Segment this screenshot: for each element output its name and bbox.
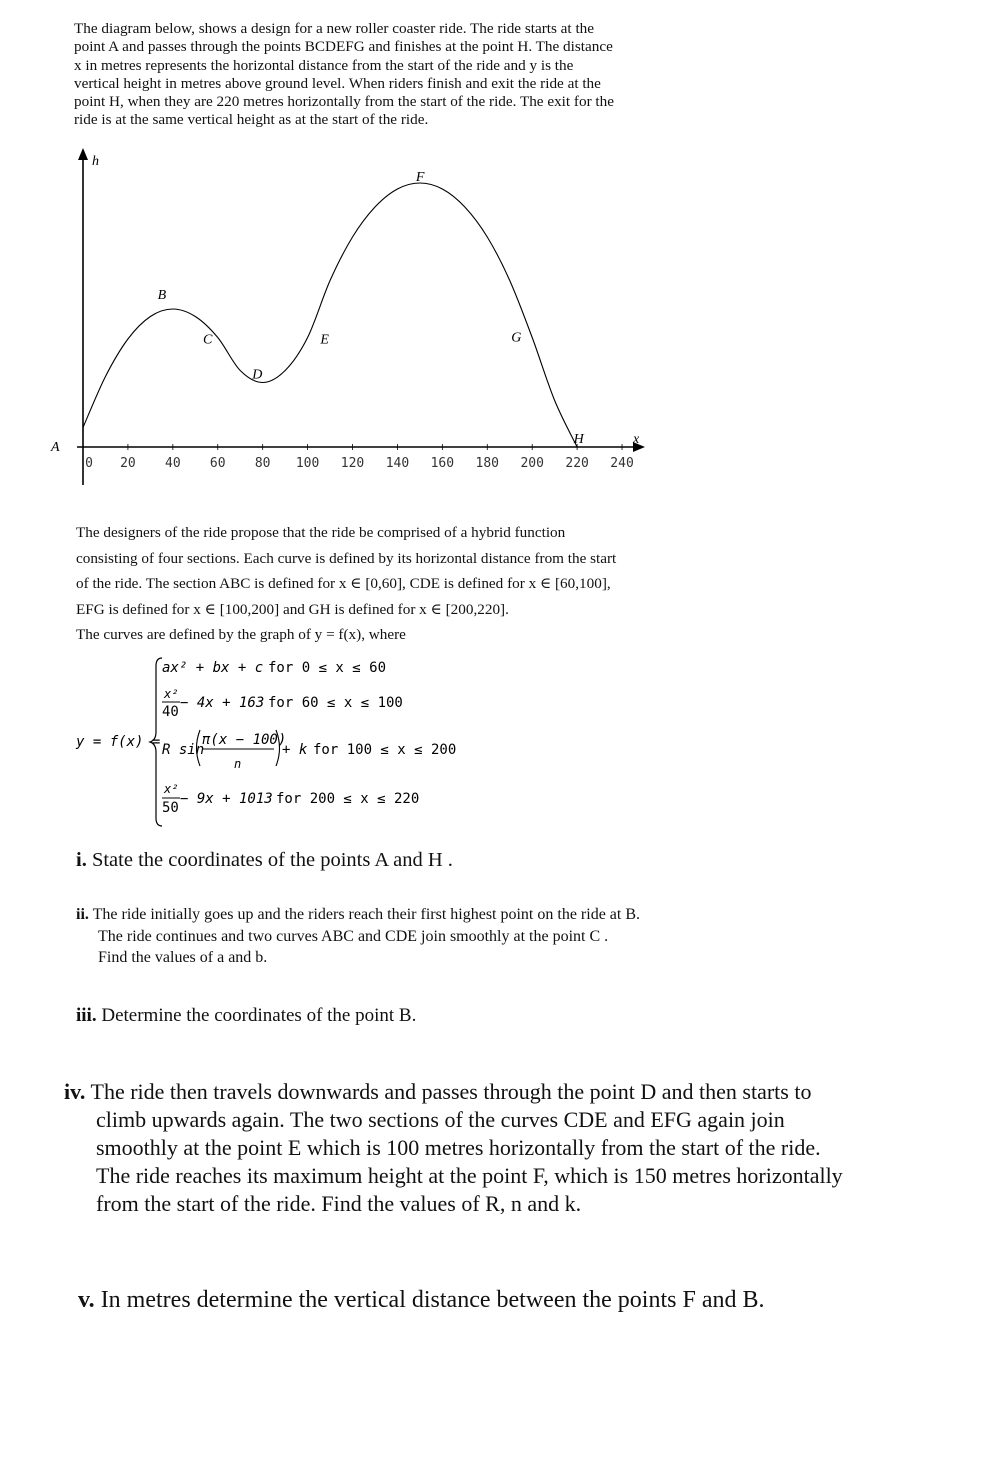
x-tick-label: 100 bbox=[295, 456, 320, 471]
piece-3-numerator: π(x − 100) bbox=[202, 732, 287, 748]
x-tick-label: 40 bbox=[165, 456, 181, 471]
intro-line: point H, when they are 220 metres horizontally from the start of the ride. The exit for the bbox=[74, 93, 614, 111]
para-line: The designers of the ride propose that the ride be comprised of a hybrid function bbox=[76, 524, 566, 541]
axes bbox=[77, 148, 645, 485]
function-lhs: y = f(x) = bbox=[76, 734, 161, 750]
question-text: from the start of the ride. Find the values of R, n and k. bbox=[96, 1191, 582, 1216]
x-tick-label: 0 bbox=[85, 456, 93, 471]
piece-1-expression: ax² + bx + c bbox=[162, 660, 264, 676]
question-number: i. bbox=[76, 849, 87, 871]
point-label-b: B bbox=[157, 288, 167, 303]
piece-2-numerator: x² bbox=[164, 687, 179, 701]
x-tick-label: 20 bbox=[120, 456, 136, 471]
piece-2-rest: − 4x + 163 bbox=[180, 695, 265, 711]
question-i bbox=[76, 850, 453, 871]
question-ii bbox=[76, 904, 776, 969]
piece-3-rest: + k bbox=[282, 742, 308, 758]
question-text: The ride continues and two curves ABC and CDE join smoothly at the point C . bbox=[98, 927, 609, 945]
point-label-g: G bbox=[511, 330, 522, 346]
question-text: climb upwards again. The two sections of the curves CDE and EFG again join bbox=[96, 1107, 785, 1132]
question-v bbox=[78, 1287, 765, 1313]
y-axis-arrow bbox=[78, 148, 88, 160]
question-text: The ride reaches its maximum height at the point F, which is 150 metres horizontally bbox=[96, 1163, 843, 1188]
piece-3-denominator: n bbox=[234, 757, 242, 771]
x-axis-label: x bbox=[633, 432, 640, 447]
ride-curve bbox=[83, 183, 577, 447]
y-axis-label: h bbox=[92, 154, 99, 169]
piece-2-condition: for 60 ≤ x ≤ 100 bbox=[268, 695, 403, 711]
piece-4-numerator: x² bbox=[164, 782, 179, 796]
question-text: The ride then travels downwards and passes through the point D and then starts to bbox=[90, 1079, 812, 1104]
x-ticks bbox=[85, 444, 634, 471]
point-label-a: A bbox=[51, 440, 60, 455]
piece-4-denominator: 50 bbox=[162, 800, 179, 816]
point-label-h: H bbox=[573, 432, 584, 447]
piece-3-condition: for 100 ≤ x ≤ 200 bbox=[313, 742, 457, 758]
x-tick-label: 60 bbox=[209, 456, 226, 471]
piece-4-rest: − 9x + 1013 bbox=[180, 791, 273, 807]
piecewise-function bbox=[76, 650, 676, 830]
question-text: The ride initially goes up and the riders reach their first highest point on the ride at B. bbox=[92, 906, 641, 923]
para-line: consisting of four sections. Each curve is defined by its horizontal distance from the start bbox=[76, 549, 617, 567]
piece-4-condition: for 200 ≤ x ≤ 220 bbox=[276, 791, 420, 807]
piece-1-condition: for 0 ≤ x ≤ 60 bbox=[268, 660, 387, 676]
question-number: ii. bbox=[76, 906, 89, 923]
point-label-f: F bbox=[415, 170, 425, 185]
question-text: Determine the coordinates of the point B. bbox=[101, 1005, 417, 1026]
question-text: Find the values of a and b. bbox=[98, 949, 268, 966]
piece-3-prefix: R sin bbox=[162, 742, 205, 758]
question-text: State the coordinates of the points A and H . bbox=[91, 849, 453, 871]
intro-line: The diagram below, shows a design for a new roller coaster ride. The ride starts at the bbox=[74, 20, 594, 37]
question-number: iii. bbox=[76, 1005, 97, 1026]
question-iv bbox=[64, 1078, 944, 1218]
question-text: In metres determine the vertical distance between the points F and B. bbox=[100, 1287, 765, 1313]
x-tick-label: 120 bbox=[340, 456, 365, 471]
question-number: iv. bbox=[64, 1079, 86, 1104]
x-tick-label: 140 bbox=[385, 456, 410, 471]
x-tick-label: 180 bbox=[475, 456, 500, 471]
intro-line: point A and passes through the points BCDEFG and finishes at the point H. The distance bbox=[74, 38, 613, 56]
intro-line: vertical height in metres above ground level. When riders finish and exit the ride at the bbox=[74, 74, 601, 92]
x-tick-label: 160 bbox=[430, 456, 455, 471]
point-label-c: C bbox=[203, 332, 213, 348]
para-line: The curves are defined by the graph of y = f(x), where bbox=[76, 626, 406, 643]
intro-line: ride is at the same vertical height as at the start of the ride. bbox=[74, 111, 429, 129]
para-line: of the ride. The section ABC is defined for x ∈ [0,60], CDE is defined for x ∈ [60,100], bbox=[76, 575, 611, 592]
x-tick-label: 240 bbox=[610, 456, 634, 471]
piece-2-denominator: 40 bbox=[162, 704, 179, 720]
point-label-e: E bbox=[320, 332, 329, 348]
question-text: smoothly at the point E which is 100 metres horizontally from the start of the ride. bbox=[96, 1135, 821, 1160]
x-tick-label: 200 bbox=[520, 456, 544, 471]
hybrid-function-paragraph bbox=[76, 520, 656, 648]
x-tick-label: 80 bbox=[254, 456, 271, 471]
intro-line: x in metres represents the horizontal distance from the start of the ride and y is the bbox=[74, 56, 574, 74]
para-line: EFG is defined for x ∈ [100,200] and GH is defined for x ∈ [200,220]. bbox=[76, 600, 509, 618]
x-tick-label: 220 bbox=[565, 456, 589, 471]
point-label-d: D bbox=[252, 367, 263, 383]
question-number: v. bbox=[78, 1287, 95, 1313]
intro-paragraph bbox=[74, 20, 644, 130]
question-iii bbox=[76, 1005, 416, 1026]
roller-coaster-diagram bbox=[51, 140, 655, 490]
